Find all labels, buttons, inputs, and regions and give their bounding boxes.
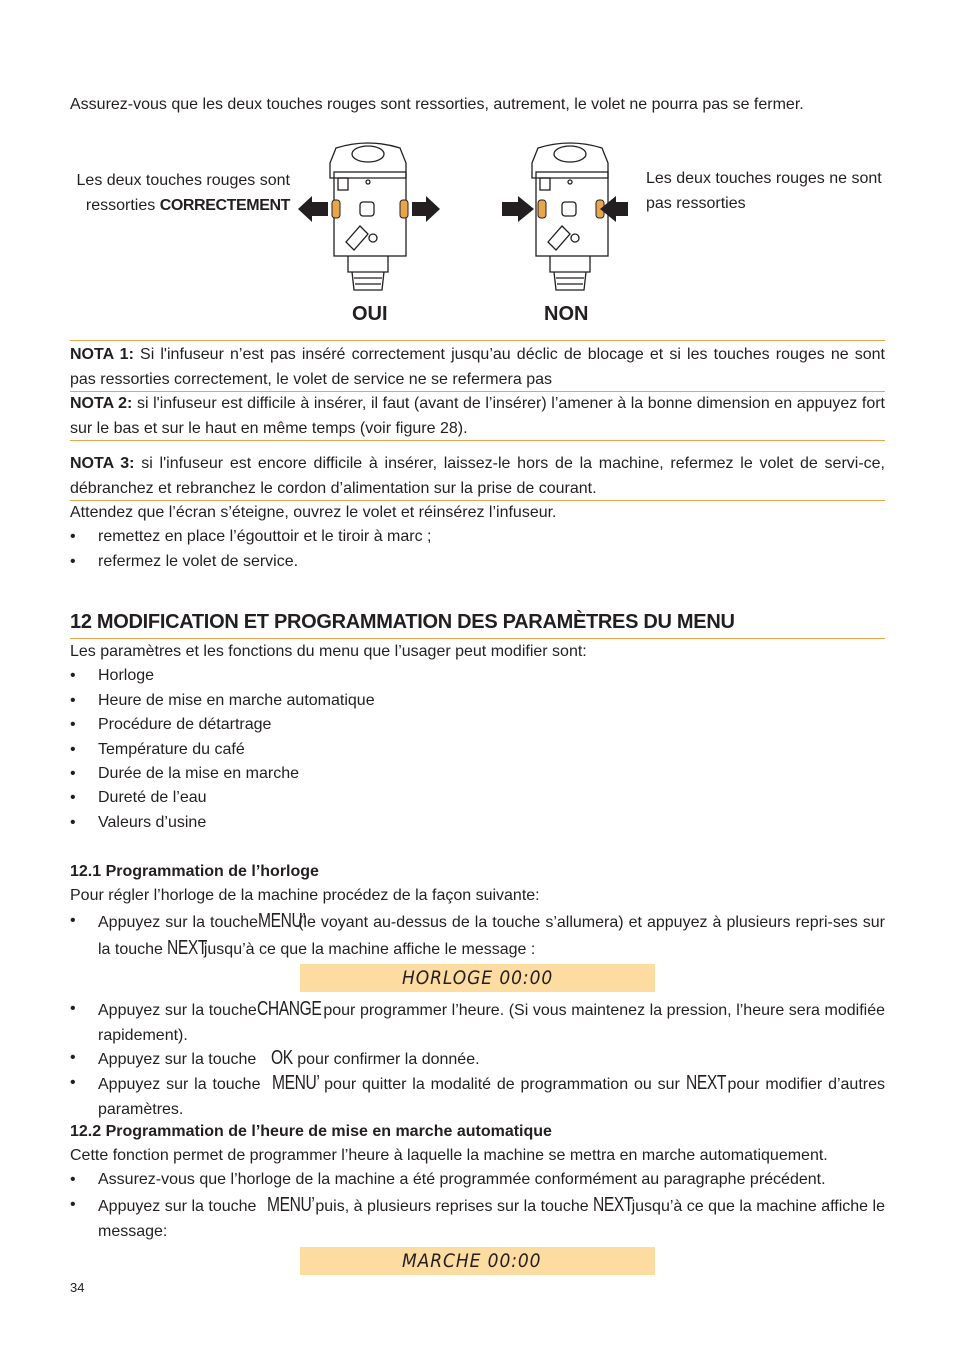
next-key-label: NEXT [685, 1072, 726, 1094]
red-button-left-icon [538, 200, 546, 218]
right-caption-line1: Les deux touches rouges ne sont [646, 170, 882, 187]
red-button-right-icon [400, 200, 408, 218]
left-caption [60, 169, 290, 218]
next-key-label: NEXT [167, 936, 208, 959]
right-caption-line2: pas ressorties [646, 194, 746, 212]
red-button-left-icon [332, 200, 340, 218]
section-title: 12 MODIFICATION ET PROGRAMMATION DES PARAMÈTRES DU MENU [70, 611, 735, 633]
label-oui: OUI [352, 303, 388, 325]
ok-key-label: OK [270, 1047, 293, 1069]
list-item: • Appuyez sur la touche MENU’ pour quitter la modalité de programmation ou sur NEXT pour modifier d’autres paramètres. [70, 1072, 886, 1118]
left-caption-line2: ressorties CORRECTEMENT [85, 196, 290, 214]
subsection-title-12-1: 12.1 Programmation de l’horloge [70, 863, 319, 880]
note-3: NOTA 3: si l'infuseur est encore difficile à insérer, laissez-le hors de la machine, refermez le volet de servi-ce, débranchez et rebranchez le cordon d’alimentation sur la prise de courant. [70, 455, 886, 497]
note-2: NOTA 2: si l'infuseur est difficile à insérer, il faut (avant de l’insérer) l’amener à la bonne dimension en appuyez fort sur le bas et sur le haut en même temps (voir figure 28). [70, 395, 886, 437]
menu-key-label: MENU’ [272, 1072, 320, 1094]
lcd-display-horloge: HORLOGE 00:00 [300, 964, 655, 992]
brew-unit-correct-illustration [298, 138, 448, 303]
next-key-label: NEXT [593, 1194, 634, 1216]
arrow-in-right-icon [600, 196, 628, 222]
subsection-title-12-2: 12.2 Programmation de l’heure de mise en marche automatique [70, 1123, 552, 1140]
list-item: • Appuyez sur la touche MENU’ puis, à plusieurs reprises sur la touche NEXT jusqu’à ce que la machine affiche le message: [70, 1194, 885, 1240]
menu-key-label: MENU’ [258, 910, 306, 932]
menu-key-label: MENU’ [266, 1194, 315, 1216]
subsection-intro-12-1: Pour régler l’horloge de la machine procédez de la façon suivante: [70, 887, 540, 904]
note-divider [70, 440, 885, 441]
lcd-display-marche: MARCHE 00:00 [300, 1247, 655, 1275]
page-number: 34 [70, 1280, 85, 1295]
section-divider [70, 638, 885, 639]
label-non: NON [544, 303, 589, 325]
intro-text: Assurez-vous que les deux touches rouges sont ressorties, autrement, le volet ne pourra pas se fermer. [70, 96, 804, 113]
section-intro: Les paramètres et les fonctions du menu que l’usager peut modifier sont: [70, 643, 587, 660]
change-key-label: CHANGE [256, 998, 322, 1020]
arrow-in-left-icon [502, 196, 534, 222]
list-item: • Appuyez sur la toucheCHANGE pour programmer l’heure. (Si vous maintenez la pression, l’heure sera modifiée rapidement). [70, 998, 885, 1044]
arrow-out-right-icon [412, 196, 440, 222]
list-item: • Appuyez sur la toucheMENU’(le voyant au-dessus de la touche s’allumera) et appuyez à plusieurs repri-ses sur la touche NEXT jusqu’à ce que la machine affiche le message : [70, 910, 885, 959]
arrow-out-left-icon [298, 196, 328, 222]
left-caption-line1: Les deux touches rouges sont [76, 172, 290, 189]
note-divider [70, 340, 885, 341]
right-caption [646, 167, 896, 216]
note-1: NOTA 1: Si l'infuseur n’est pas inséré correctement jusqu’au déclic de blocage et si les touches rouges ne sont pas ressorties correctement, le volet de service ne se refermera pas [70, 346, 886, 388]
brew-unit-incorrect-illustration [500, 138, 650, 303]
after-notes-text: Attendez que l’écran s’éteigne, ouvrez le volet et réinsérez l’infuseur. [70, 504, 557, 521]
subsection-intro-12-2: Cette fonction permet de programmer l’heure à laquelle la machine se mettra en marche automatiquement. [70, 1147, 828, 1164]
